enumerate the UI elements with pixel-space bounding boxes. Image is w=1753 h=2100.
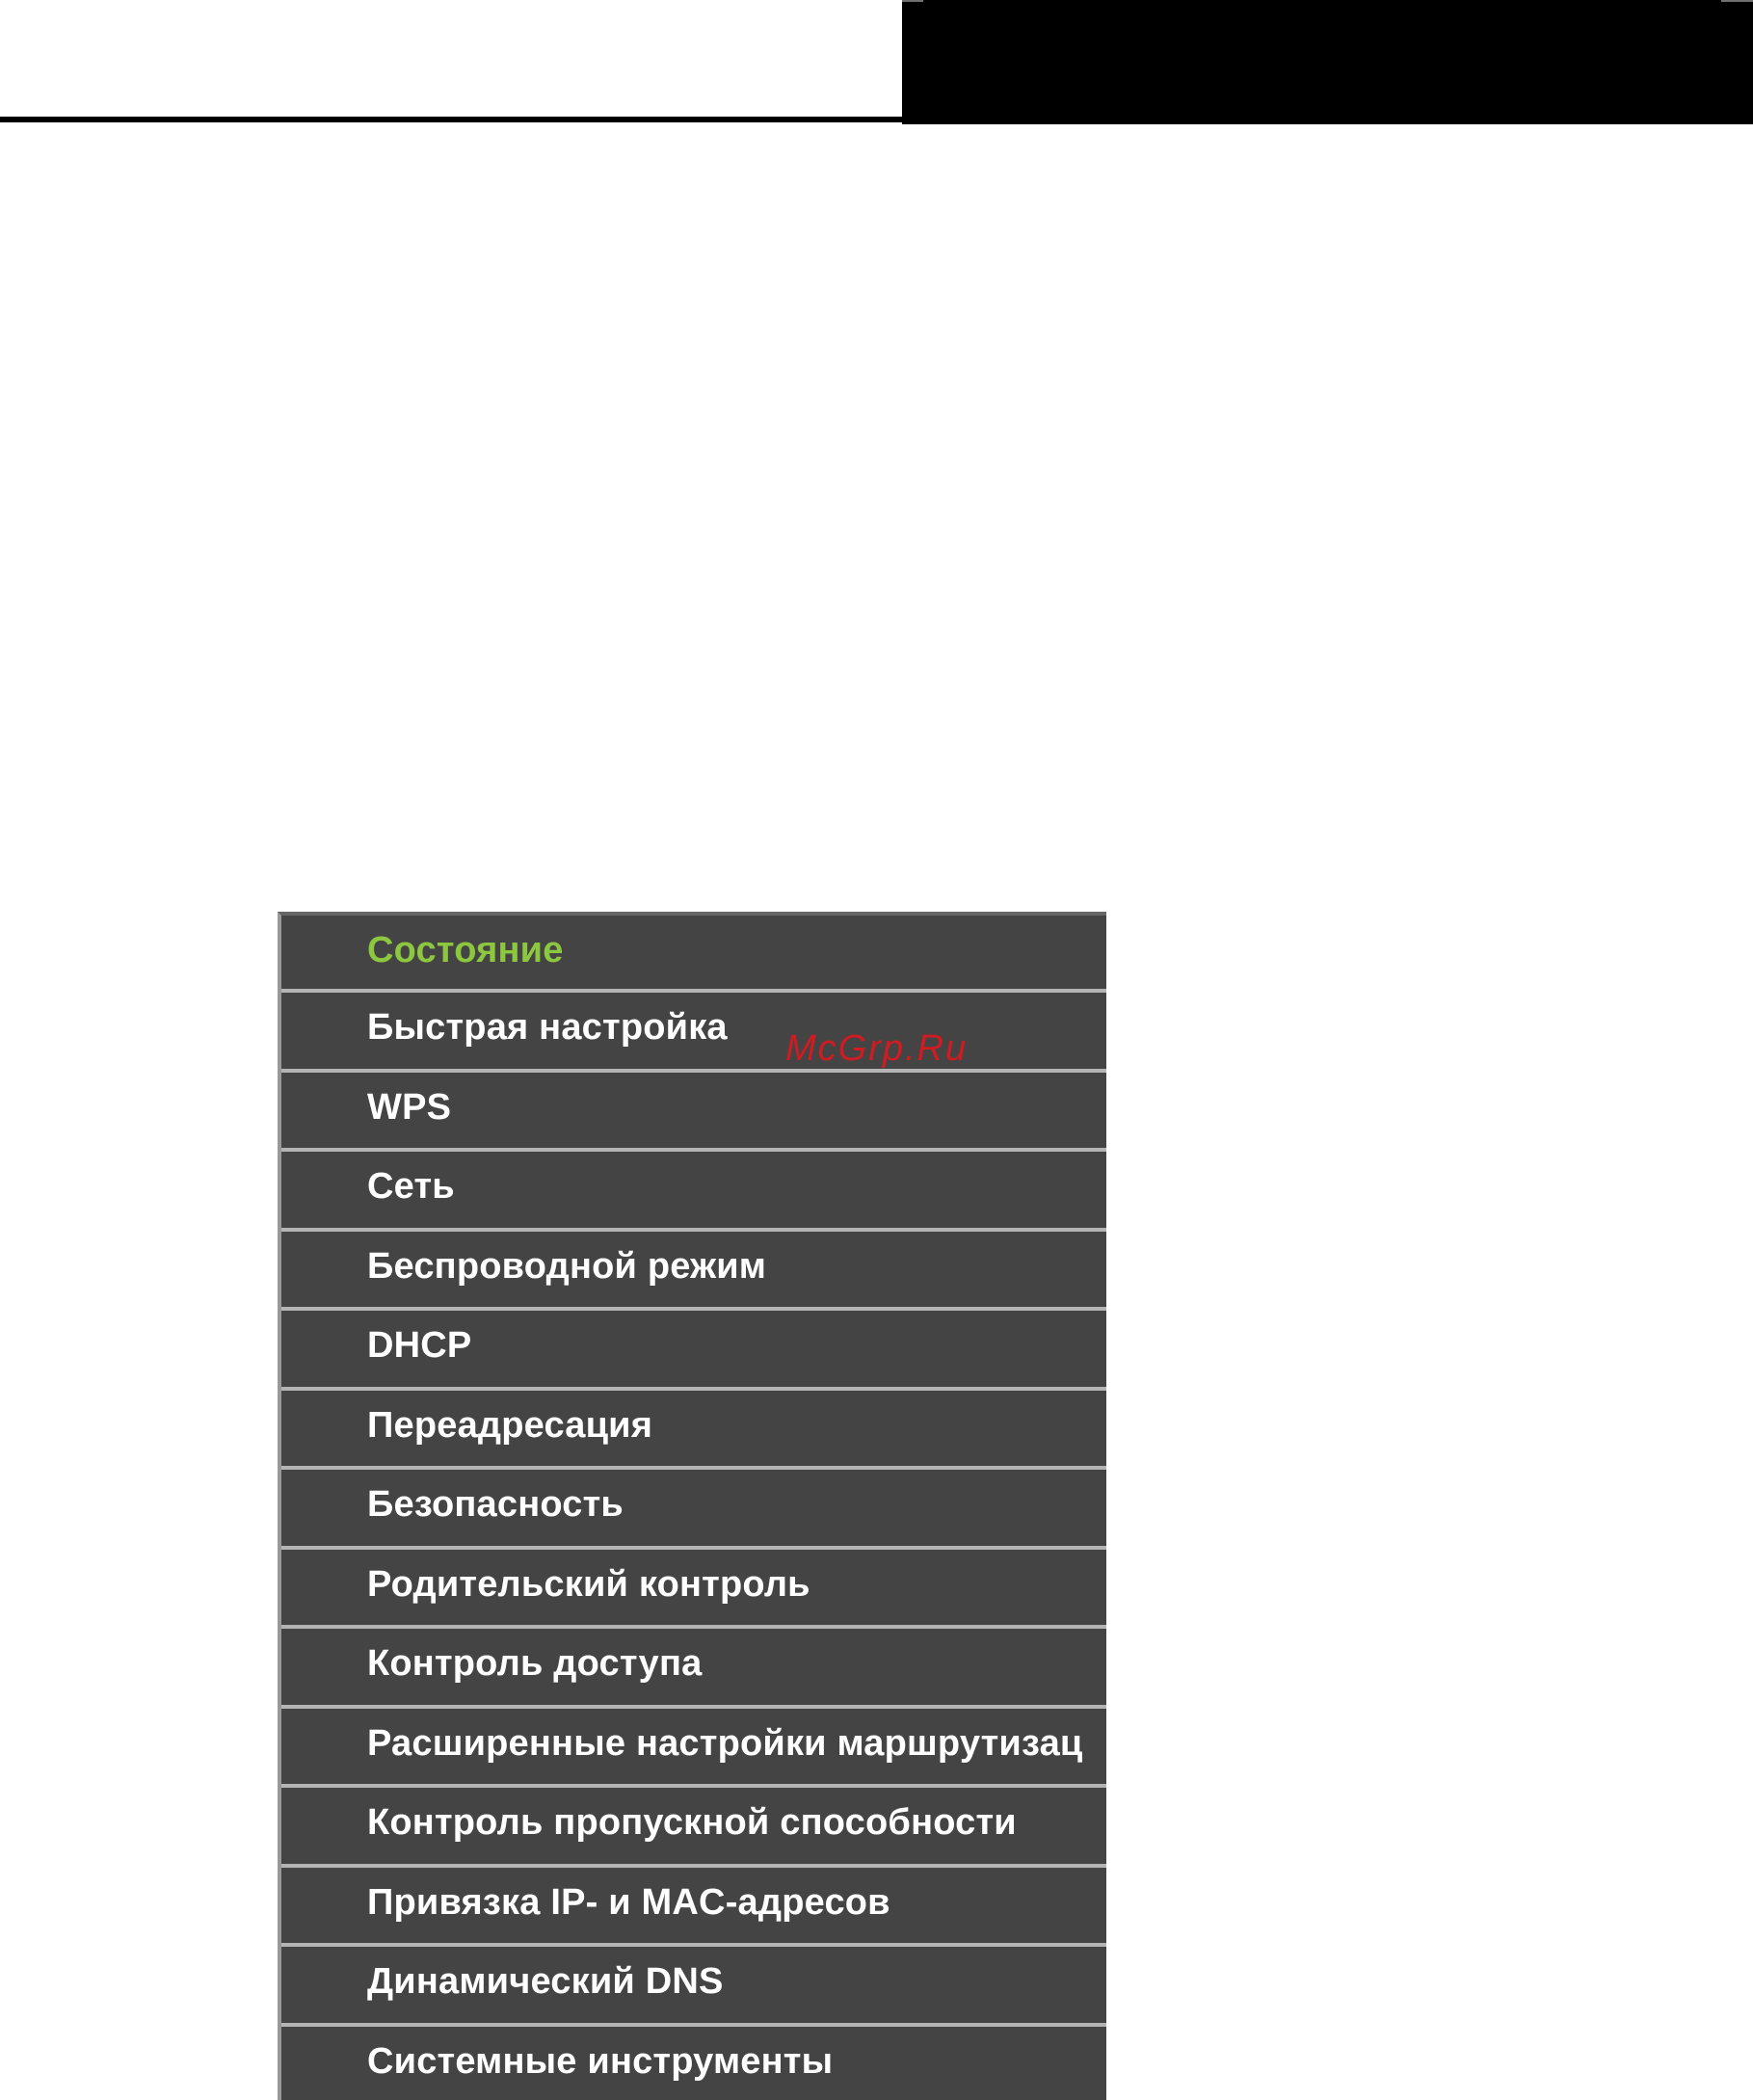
menu-item-label-advanced-routing: Расширенные настройки маршрутизац	[367, 1722, 1083, 1764]
menu-item-bandwidth-control[interactable]	[281, 1788, 1106, 1868]
menu-item-status[interactable]	[281, 916, 1106, 993]
mcgrp-watermark: McGrp.Ru	[785, 1028, 969, 1069]
menu-item-label-access-control: Контроль доступа	[367, 1643, 703, 1684]
menu-item-label-wps: WPS	[367, 1086, 452, 1128]
header-notch-right	[1721, 0, 1753, 2]
menu-list	[281, 916, 1106, 2100]
menu-item-wireless-mode[interactable]	[281, 1232, 1106, 1312]
menu-item-parental-control[interactable]	[281, 1550, 1106, 1630]
menu-item-network[interactable]	[281, 1152, 1106, 1232]
menu-item-label-dhcp: DHCP	[367, 1325, 472, 1366]
menu-item-label-status: Состояние	[367, 930, 564, 970]
menu-item-label-wireless-mode: Беспроводной режим	[367, 1245, 767, 1287]
menu-item-label-quick-setup: Быстрая настройка	[367, 1007, 728, 1048]
top-black-header-block	[902, 0, 1753, 124]
menu-item-label-ip-mac-binding: Привязка IP- и MAC-адресов	[367, 1881, 890, 1923]
menu-item-label-forwarding: Переадресация	[367, 1404, 653, 1446]
top-divider-line	[0, 117, 902, 122]
menu-item-wps[interactable]	[281, 1073, 1106, 1153]
menu-item-system-tools[interactable]	[281, 2027, 1106, 2100]
menu-item-advanced-routing[interactable]	[281, 1709, 1106, 1789]
menu-item-label-system-tools: Системные инструменты	[367, 2040, 834, 2082]
header-notch-left	[902, 0, 923, 2]
menu-item-security[interactable]	[281, 1470, 1106, 1550]
menu-item-ip-mac-binding[interactable]	[281, 1868, 1106, 1948]
menu-item-label-bandwidth-control: Контроль пропускной способности	[367, 1802, 1017, 1843]
menu-item-quick-setup[interactable]	[281, 993, 1106, 1073]
menu-item-label-parental-control: Родительский контроль	[367, 1563, 810, 1605]
menu-item-access-control[interactable]	[281, 1629, 1106, 1709]
menu-item-dynamic-dns[interactable]	[281, 1947, 1106, 2027]
menu-item-dhcp[interactable]	[281, 1311, 1106, 1391]
router-navigation-menu	[278, 912, 1106, 2100]
menu-item-label-security: Безопасность	[367, 1484, 624, 1525]
menu-item-forwarding[interactable]	[281, 1391, 1106, 1471]
menu-item-label-network: Сеть	[367, 1166, 455, 1207]
menu-item-label-dynamic-dns: Динамический DNS	[367, 1961, 724, 2002]
